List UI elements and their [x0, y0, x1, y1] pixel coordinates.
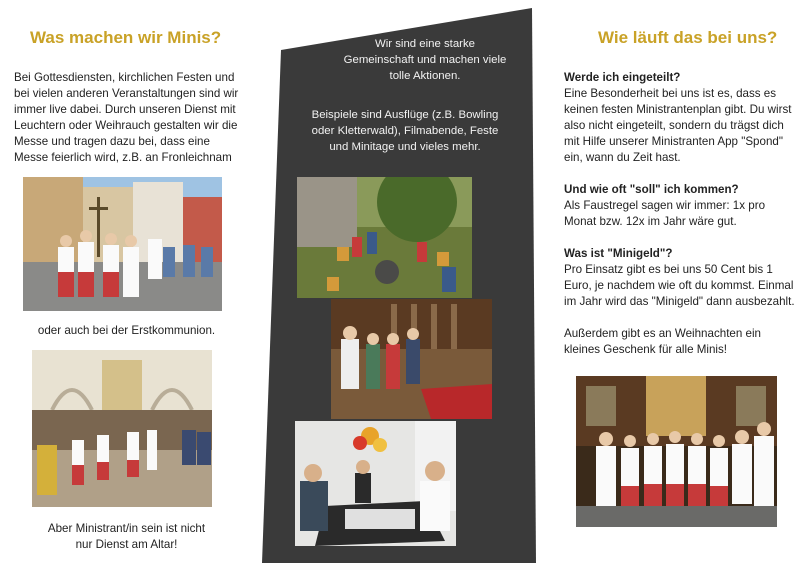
candle-game-photo — [331, 299, 492, 419]
campfire-photo — [297, 177, 472, 298]
right-title: Wie läuft das bei uns? — [598, 28, 778, 47]
center-intro-2: Gemeinschaft und machen viele — [343, 54, 507, 66]
communion-caption: oder auch bei der Erstkommunion. — [37, 324, 216, 337]
foosball-photo — [295, 421, 456, 546]
procession-photo — [23, 177, 222, 311]
center-examples-2: oder Kletterwald), Filmabende, Feste — [311, 125, 499, 137]
q3-heading: Was ist "Minigeld"? — [564, 247, 673, 260]
q1-heading: Werde ich eingeteilt? — [564, 71, 681, 84]
communion-photo — [32, 350, 212, 507]
a3-text: Pro Einsatz gibt es bei uns 50 Cent bis 1 Euro, je nachdem wie oft du kommst. Einmal im Jahr wird das "Minigeld" dann ausbezahlt. — [564, 263, 795, 308]
center-examples-3: und Minitage und vieles mehr. — [329, 141, 481, 153]
left-title: Was machen wir Minis? — [30, 28, 222, 47]
christmas-text: Außerdem gibt es an Weihnachten ein kleines Geschenk für alle Minis! — [564, 327, 761, 356]
center-intro-3: tolle Aktionen. — [389, 70, 461, 82]
left-intro: Bei Gottesdiensten, kirchlichen Festen und bei vielen anderen Veranstaltungen sind wir immer live dabei. Durch unseren Dienst mit Leuchtern oder Weihrauch gestalten wir die Messe und tragen dazu bei, dass eine Messe feierlich wird, z.B. an Fronleichnam — [14, 71, 239, 164]
center-examples-1: Beispiele sind Ausflüge (z.B. Bowling — [311, 109, 499, 121]
center-intro-1: Wir sind eine starke — [374, 38, 476, 50]
group-photo — [576, 376, 777, 527]
a2-text: Als Faustregel sagen wir immer: 1x pro Monat bzw. 12x im Jahr wäre gut. — [564, 199, 766, 228]
bottom-caption-1: Aber Ministrant/in sein ist nicht — [47, 522, 206, 535]
bottom-caption-2: nur Dienst am Altar! — [75, 538, 178, 551]
q2-heading: Und wie oft "soll" ich kommen? — [564, 183, 739, 196]
a1-text: Eine Besonderheit bei uns ist es, dass es keinen festen Ministrantenplan gibt. Du wirst also nicht eingeteilt, sondern du trägst dich mit Hilfe unserer Ministranten App "Spond" ein, wann du Zeit hast. — [564, 87, 792, 164]
